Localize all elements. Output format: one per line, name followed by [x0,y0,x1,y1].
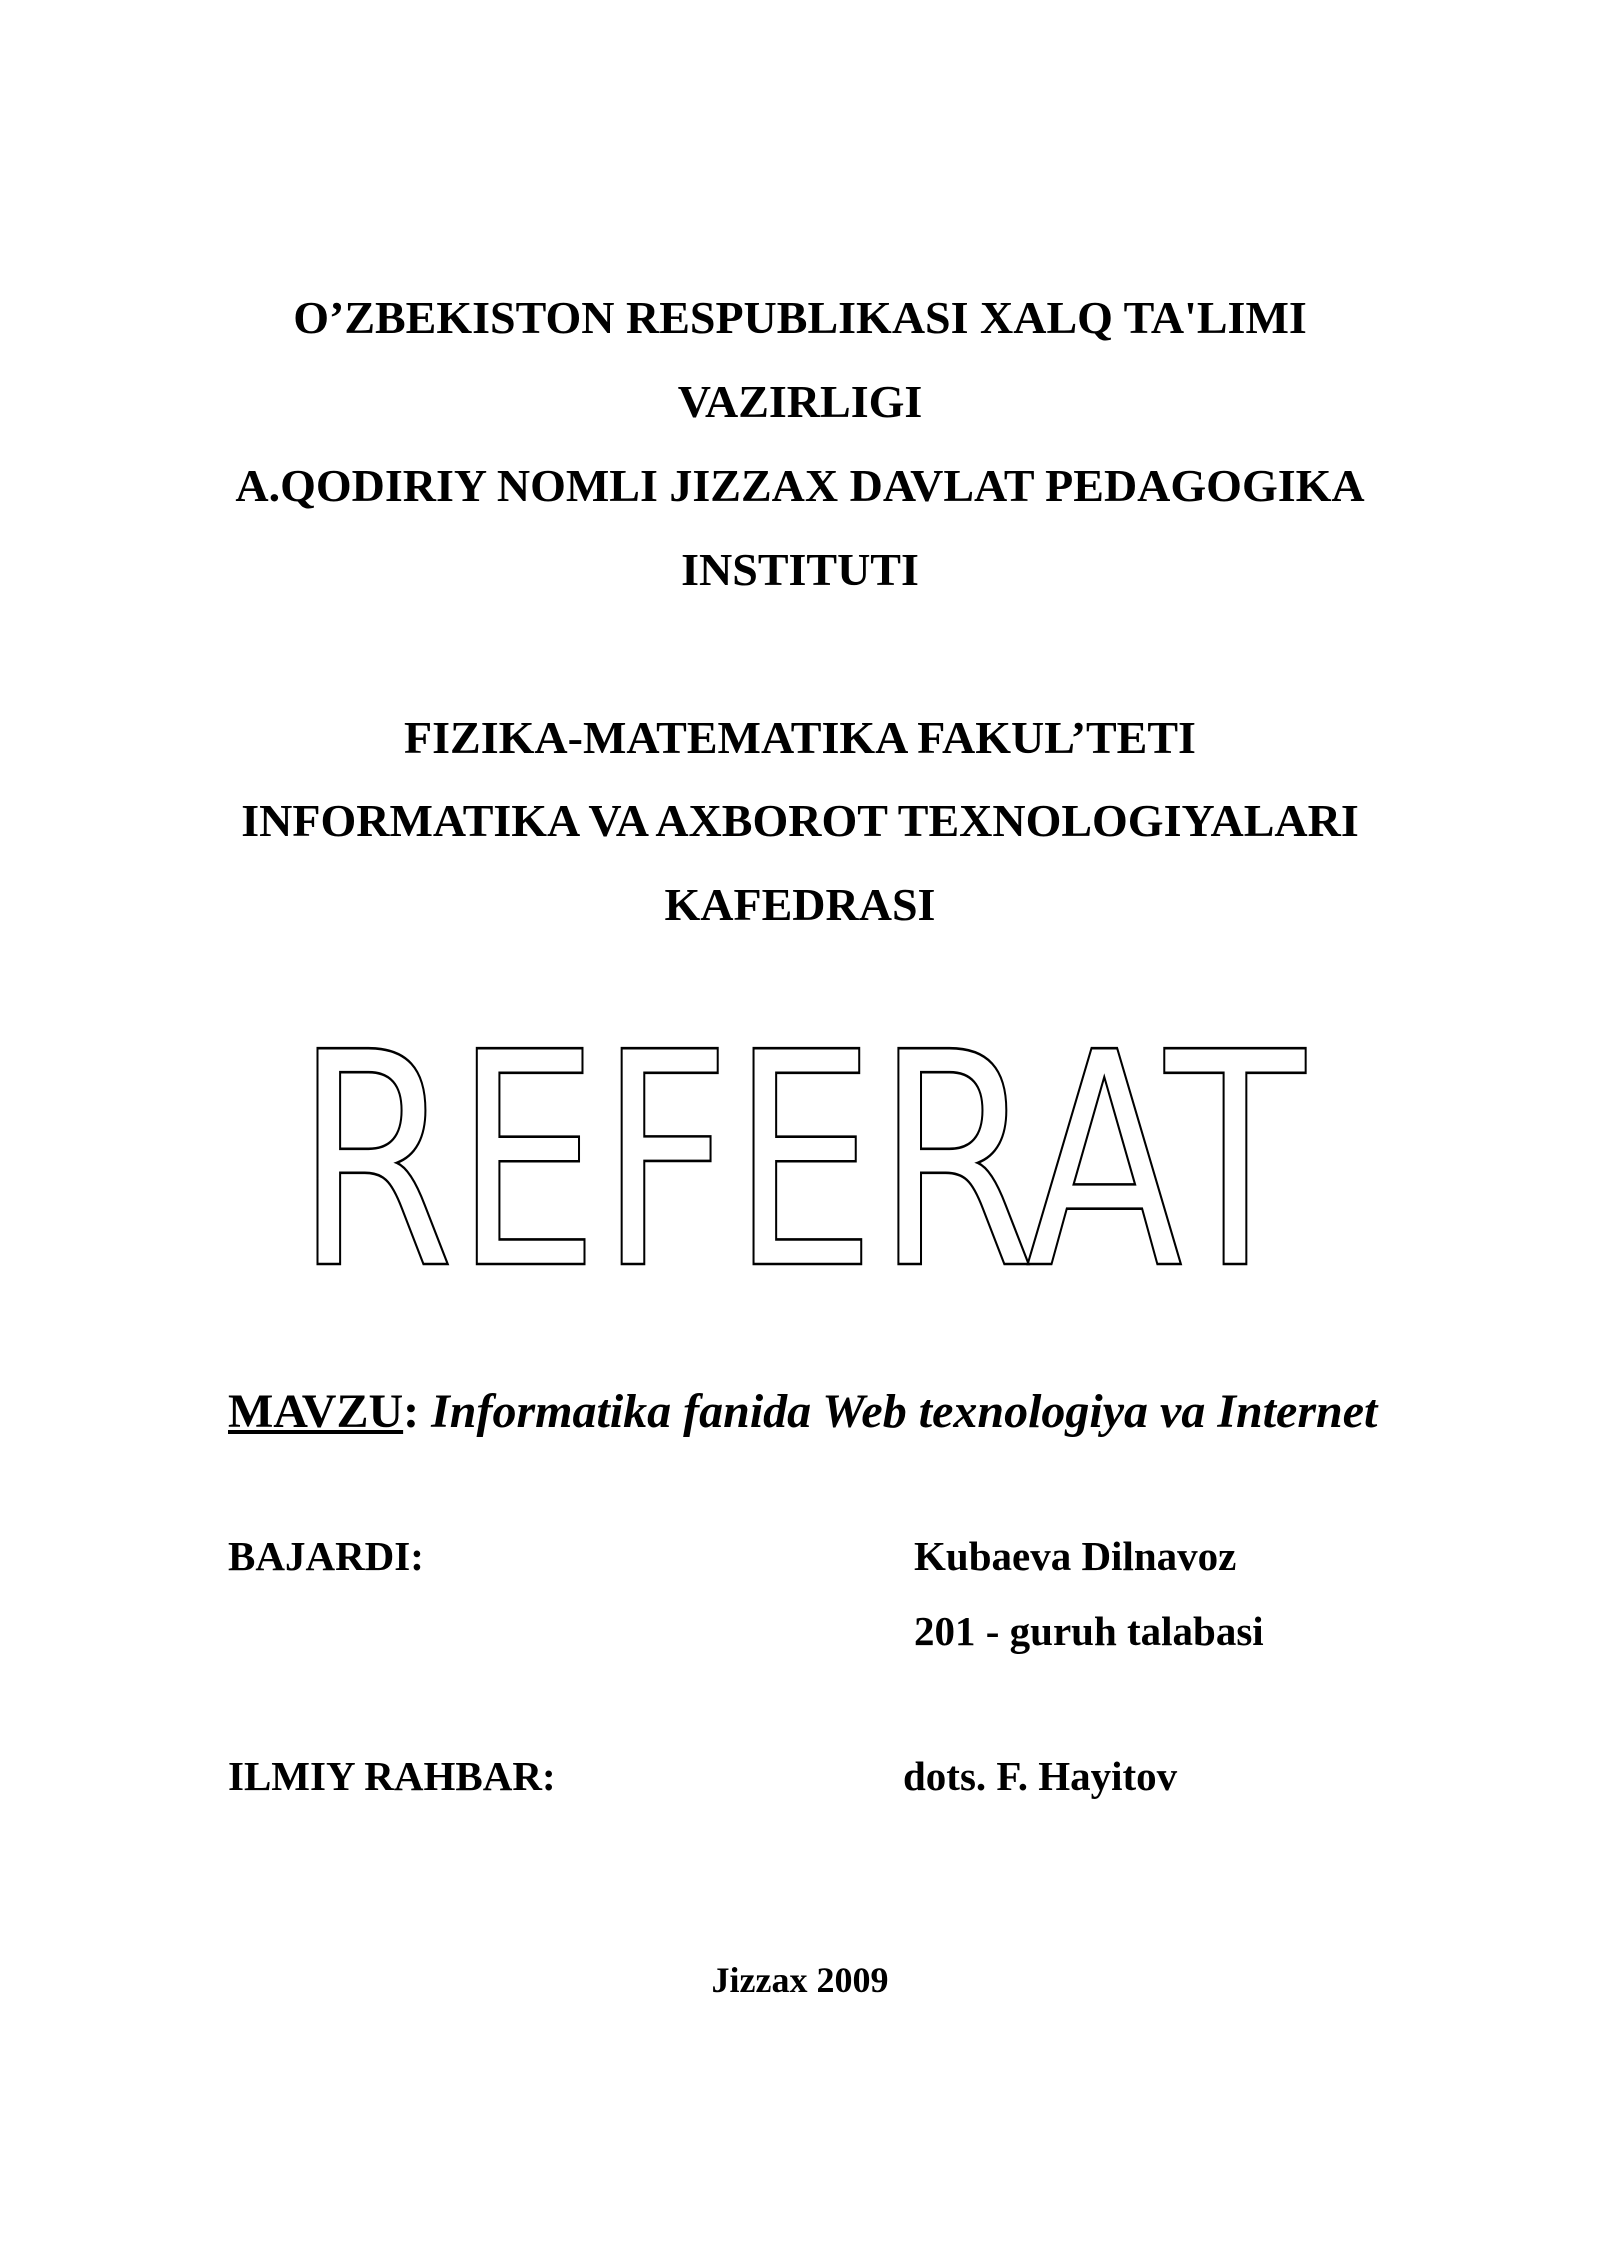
document-title-outline [0,1010,1600,1280]
document-title-text: REFERAT [295,1010,1309,1280]
supervisor-label: ILMIY RAHBAR: [228,1753,556,1799]
author-label: BAJARDI: [228,1533,424,1579]
chair-line-1: INFORMATIKA VA AXBOROT TEXNOLOGIYALARI [241,795,1359,846]
institute-line-1: A.QODIRIY NOMLI JIZZAX DAVLAT PEDAGOGIKA [235,460,1365,511]
supervisor-name: dots. F. Hayitov [903,1753,1178,1799]
topic-colon: : [403,1385,420,1438]
author-group: 201 - guruh talabasi [914,1608,1264,1654]
author-name: Kubaeva Dilnavoz [914,1533,1237,1579]
place-year: Jizzax 2009 [711,1960,889,2000]
topic-label: MAVZU [228,1385,404,1438]
document-title [0,1010,1600,1280]
faculty-name: FIZIKA-MATEMATIKA FAKUL’TETI [404,712,1196,763]
topic-line [228,1382,1377,1442]
chair-line-2: KAFEDRASI [664,879,936,930]
ministry-line-1: O’ZBEKISTON RESPUBLIKASI XALQ TA'LIMI [293,292,1307,343]
topic-value: Informatika fanida Web texnologiya va Internet [431,1385,1378,1438]
ministry-line-2: VAZIRLIGI [677,376,923,427]
institute-line-2: INSTITUTI [681,544,919,595]
